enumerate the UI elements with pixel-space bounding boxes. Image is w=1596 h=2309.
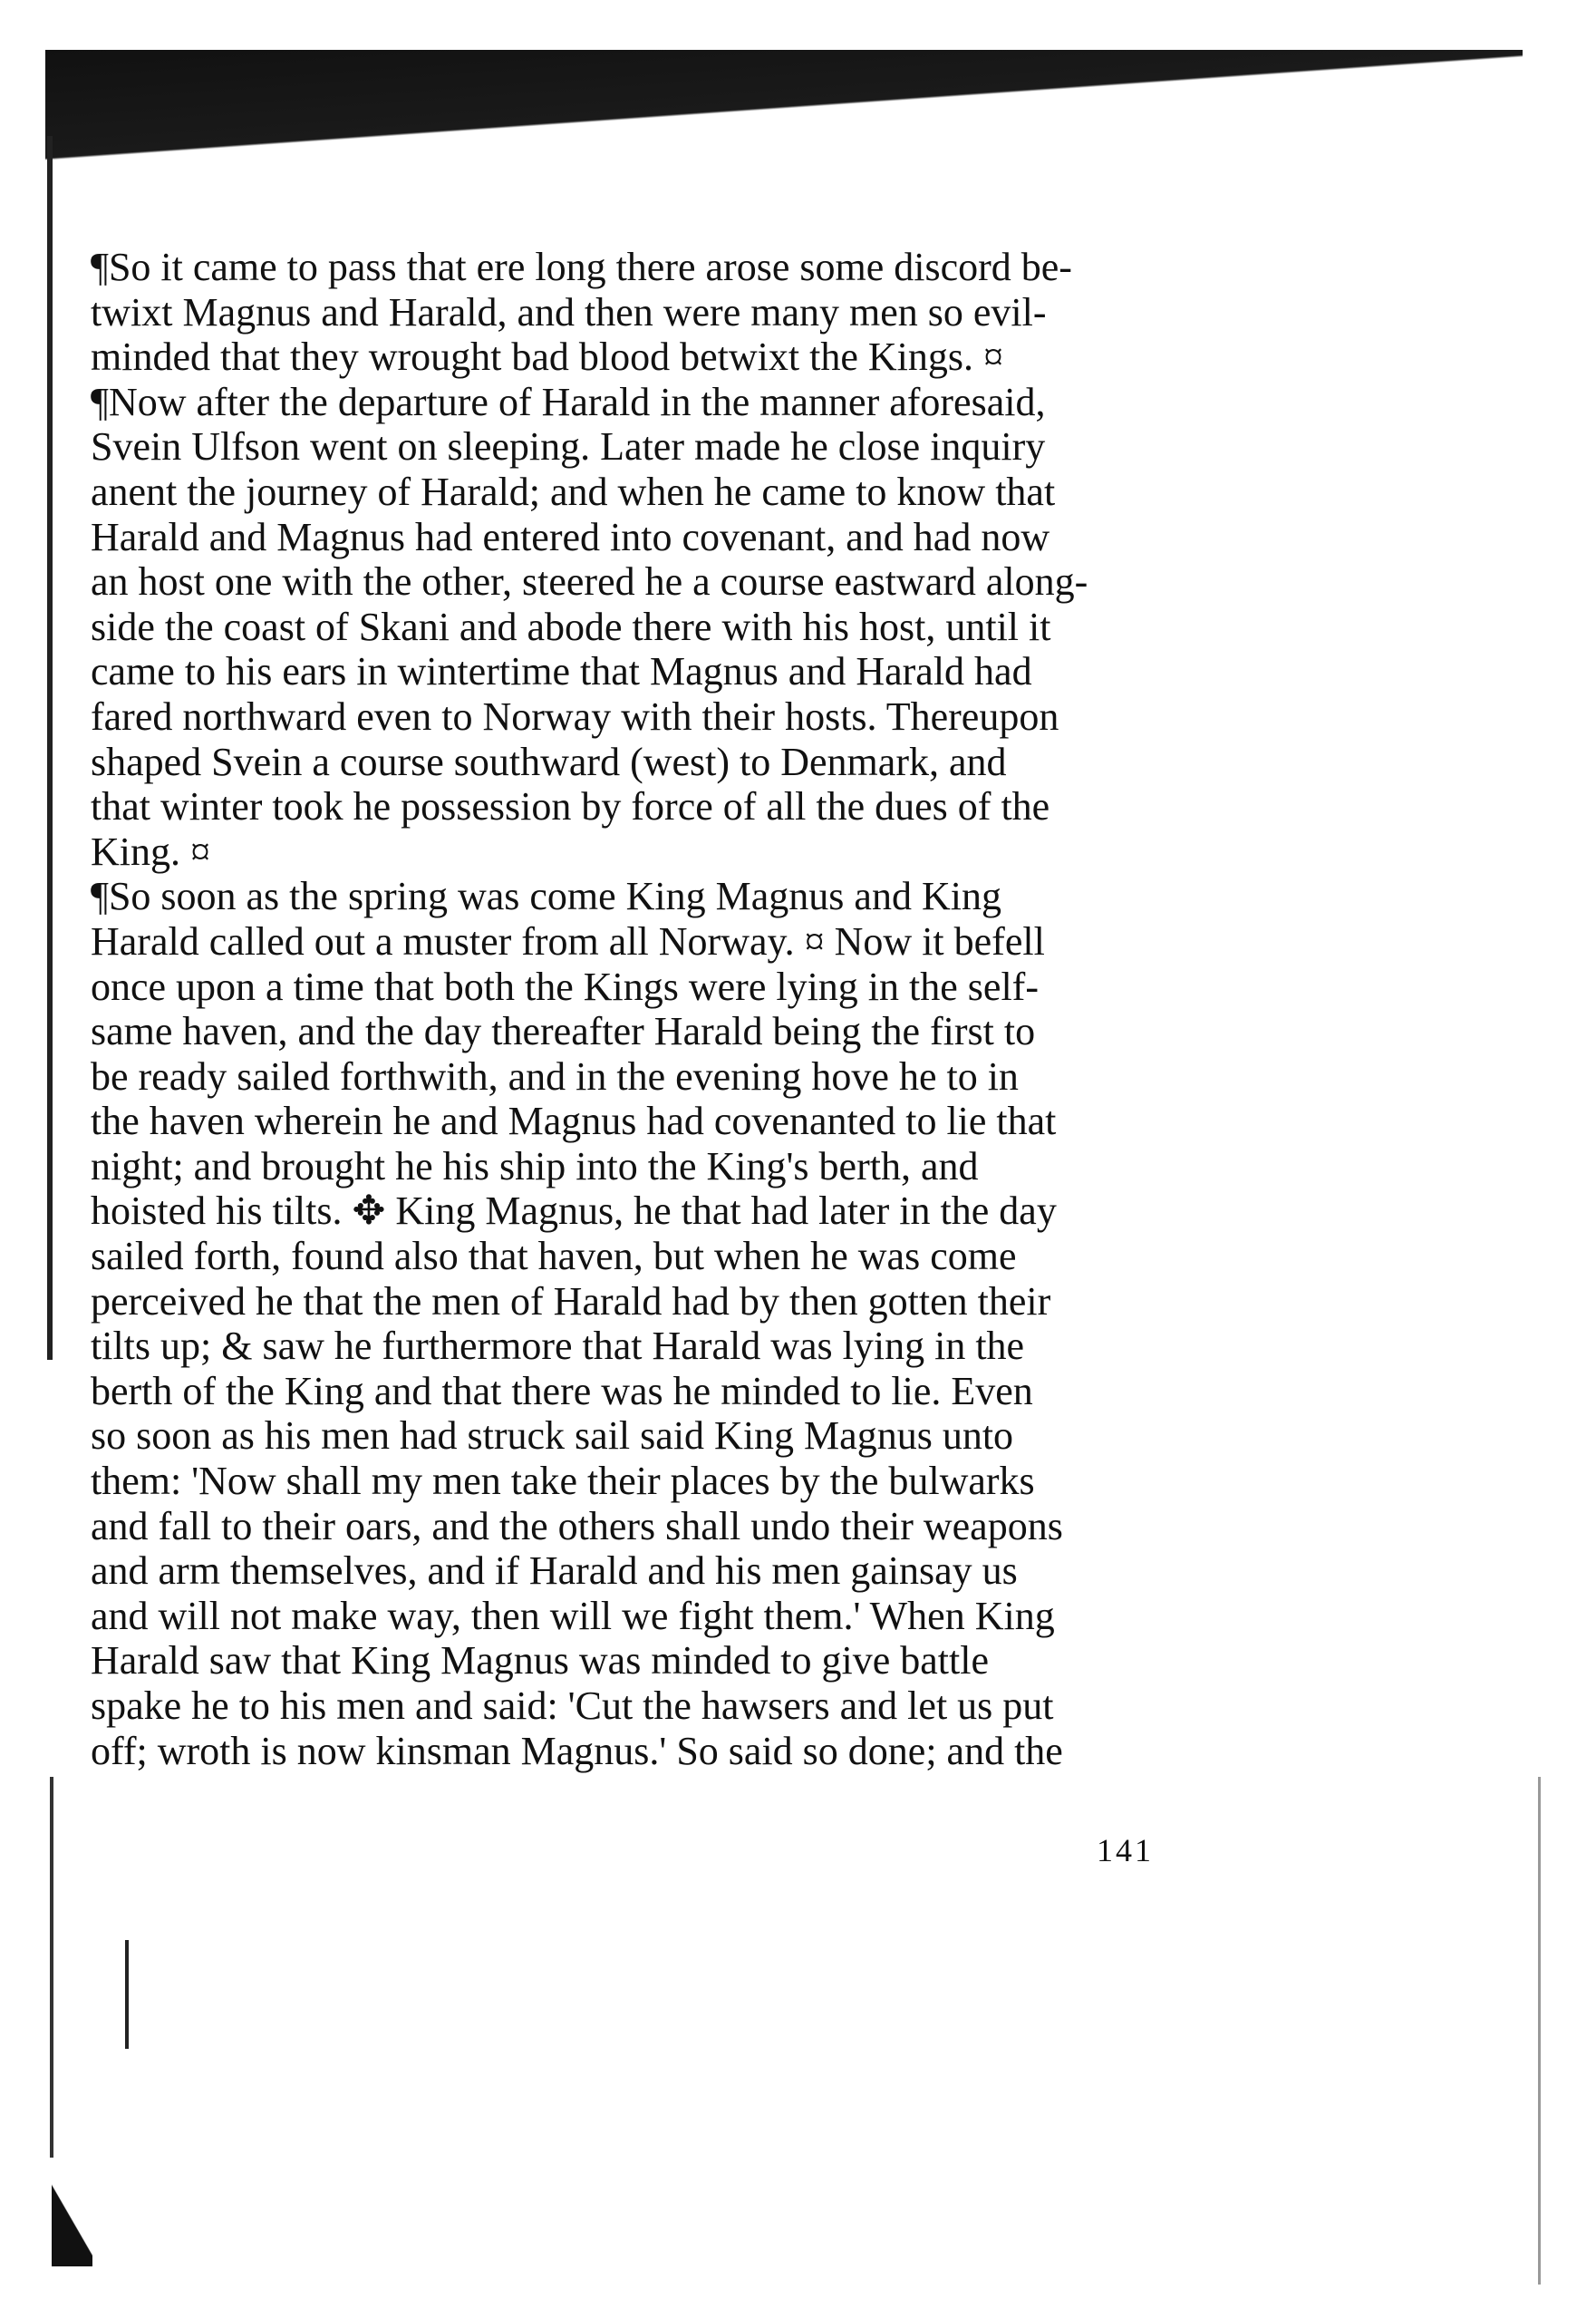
text-line: off; wroth is now kinsman Magnus.' So said so done; and the xyxy=(91,1728,1063,1773)
text-line: ¶So it came to pass that ere long there arose some discord be- xyxy=(91,245,1072,289)
text-line: them: 'Now shall my men take their places by the bulwarks xyxy=(91,1459,1035,1504)
text-line: the haven wherein he and Magnus had covenanted to lie that xyxy=(91,1099,1057,1144)
text-line: that winter took he possession by force of all the dues of the xyxy=(91,784,1050,829)
text-line: twixt Magnus and Harald, and then were many men so evil- xyxy=(91,289,1047,335)
text-line: came to his ears in wintertime that Magnus and Harald had xyxy=(91,649,1032,694)
text-line: tilts up; & saw he furthermore that Harald was lying in the xyxy=(91,1324,1025,1369)
text-line: spake he to his men and said: 'Cut the hawsers and let us put xyxy=(91,1683,1054,1728)
scan-edge-left-lower xyxy=(50,1777,53,2158)
scan-shadow-top xyxy=(45,50,1523,163)
text-line: so soon as his men had struck sail said King Magnus unto xyxy=(91,1413,1014,1459)
text-line: perceived he that the men of Harald had by then gotten their xyxy=(91,1278,1051,1324)
text-line: an host one with the other, steered he a course eastward along- xyxy=(91,559,1088,605)
text-line: be ready sailed forthwith, and in the evening hove he to in xyxy=(91,1053,1019,1099)
text-line: shaped Svein a course southward (west) to Denmark, and xyxy=(91,739,1007,784)
scan-mark xyxy=(125,1940,129,2049)
page-text xyxy=(91,245,1233,1773)
text-line: Harald saw that King Magnus was minded to give battle xyxy=(91,1638,990,1683)
text-line: berth of the King and that there was he minded to lie. Even xyxy=(91,1368,1033,1413)
scan-edge-right xyxy=(1538,1777,1541,2285)
text-line: ¶Now after the departure of Harald in the manner aforesaid, xyxy=(91,379,1046,424)
text-line: and fall to their oars, and the others shall undo their weapons xyxy=(91,1503,1063,1548)
text-line: Harald and Magnus had entered into covenant, and had now xyxy=(91,514,1050,559)
text-line: and will not make way, then will we fight them.' When King xyxy=(91,1593,1055,1638)
text-line: night; and brought he his ship into the King's berth, and xyxy=(91,1143,979,1188)
text-line: once upon a time that both the Kings were lying in the self- xyxy=(91,964,1039,1009)
page-number: 141 xyxy=(1097,1832,1154,1868)
text-line: fared northward even to Norway with their hosts. Thereupon xyxy=(91,694,1059,739)
text-line: Harald called out a muster from all Norway. ¤ Now it befell xyxy=(91,918,1045,964)
text-line: ¶So soon as the spring was come King Magnus and King xyxy=(91,874,1001,919)
text-line: side the coast of Skani and abode there with his host, until it xyxy=(91,604,1051,649)
text-line: minded that they wrought bad blood betwixt the Kings. ¤ xyxy=(91,335,1003,380)
text-line: anent the journey of Harald; and when he came to know that xyxy=(91,469,1056,514)
text-line: King. ¤ xyxy=(91,829,210,874)
text-line: and arm themselves, and if Harald and his men gainsay us xyxy=(91,1548,1018,1594)
text-line: same haven, and the day thereafter Harald being the first to xyxy=(91,1009,1036,1054)
scan-edge-left xyxy=(47,136,53,1360)
text-line: Svein Ulfson went on sleeping. Later made he close inquiry xyxy=(91,424,1046,470)
text-line: sailed forth, found also that haven, but when he was come xyxy=(91,1234,1017,1279)
scan-shadow-corner xyxy=(52,2158,92,2266)
text-line: hoisted his tilts. ✥ King Magnus, he that had later in the day xyxy=(91,1188,1057,1234)
